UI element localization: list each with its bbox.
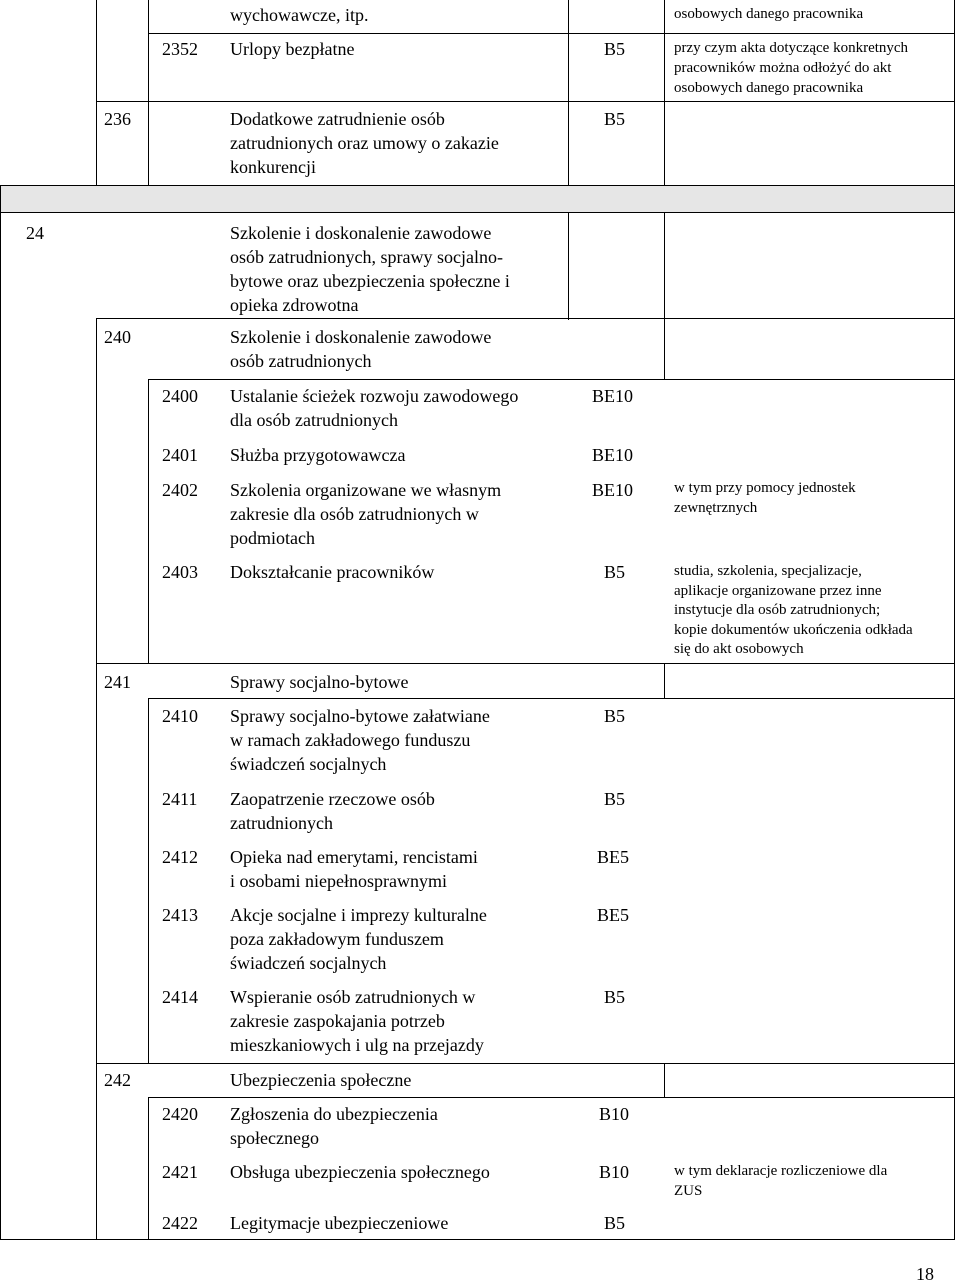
row-code: 2412 bbox=[162, 847, 198, 867]
row-note-line: instytucje dla osób zatrudnionych; bbox=[674, 602, 881, 618]
row-code: 2410 bbox=[162, 706, 198, 726]
row-code: 2352 bbox=[162, 39, 198, 59]
row-code: 2400 bbox=[162, 386, 198, 406]
row-title-line: osób zatrudnionych, sprawy socjalno- bbox=[230, 247, 503, 267]
grid-line bbox=[954, 0, 955, 186]
row-category: B10 bbox=[599, 1104, 630, 1124]
row-code: 2413 bbox=[162, 905, 198, 925]
row-code: 2420 bbox=[162, 1104, 198, 1124]
row-category: BE10 bbox=[592, 480, 634, 500]
row-note-line: w tym przy pomocy jednostek bbox=[674, 480, 856, 496]
grid-line bbox=[0, 1239, 955, 1240]
row-category: BE5 bbox=[597, 847, 630, 867]
row-title-line: Obsługa ubezpieczenia społecznego bbox=[230, 1162, 490, 1182]
row-code: 236 bbox=[104, 109, 131, 129]
page-number: 18 bbox=[916, 1264, 934, 1284]
row-title-line: Opieka nad emerytami, rencistami bbox=[230, 847, 478, 867]
grid-line bbox=[148, 0, 149, 186]
row-title-line: Sprawy socjalno-bytowe bbox=[230, 672, 409, 692]
row-title-line: świadczeń socjalnych bbox=[230, 953, 387, 973]
row-category: B5 bbox=[604, 1213, 626, 1233]
row-note-line: studia, szkolenia, specjalizacje, bbox=[674, 563, 862, 579]
row-title-line: dla osób zatrudnionych bbox=[230, 410, 398, 430]
grid-line bbox=[148, 698, 955, 699]
row-title-line: opieka zdrowotna bbox=[230, 295, 359, 315]
row-note-line: kopie dokumentów ukończenia odkłada bbox=[674, 622, 913, 638]
row-title-line: świadczeń socjalnych bbox=[230, 754, 387, 774]
grid-line bbox=[568, 212, 569, 320]
row-note-line: zewnętrznych bbox=[674, 500, 758, 516]
row-title-line: Legitymacje ubezpieczeniowe bbox=[230, 1213, 449, 1233]
row-note-line: w tym deklaracje rozliczeniowe dla bbox=[674, 1163, 888, 1179]
row-title-line: Dokształcanie pracowników bbox=[230, 562, 435, 582]
grid-line bbox=[0, 212, 955, 213]
row-title-line: Ustalanie ścieżek rozwoju zawodowego bbox=[230, 386, 519, 406]
row-title-line: Zaopatrzenie rzeczowe osób bbox=[230, 789, 435, 809]
grid-line bbox=[0, 212, 1, 1240]
row-title-line: Szkolenie i doskonalenie zawodowe bbox=[230, 327, 492, 347]
row-code: 241 bbox=[104, 672, 131, 692]
row-code: 2414 bbox=[162, 987, 198, 1007]
row-code: 2422 bbox=[162, 1213, 198, 1233]
grid-line bbox=[664, 663, 665, 699]
row-title-line: bytowe oraz ubezpieczenia społeczne i bbox=[230, 271, 510, 291]
row-note-line: osobowych danego pracownika bbox=[674, 6, 864, 22]
grid-line bbox=[96, 101, 954, 102]
row-title-line: społecznego bbox=[230, 1128, 319, 1148]
row-title-line: Szkolenia organizowane we własnym bbox=[230, 480, 502, 500]
row-category: BE10 bbox=[592, 445, 634, 465]
grid-line bbox=[664, 318, 665, 380]
row-title-line: osób zatrudnionych bbox=[230, 351, 372, 371]
row-note-line: pracowników można odłożyć do akt bbox=[674, 60, 892, 76]
row-title-line: zakresie dla osób zatrudnionych w bbox=[230, 504, 479, 524]
row-title-line: wychowawcze, itp. bbox=[230, 5, 369, 25]
grid-line bbox=[954, 212, 955, 1240]
row-code: 2402 bbox=[162, 480, 198, 500]
row-title-line: zakresie zaspokajania potrzeb bbox=[230, 1011, 445, 1031]
row-code: 2421 bbox=[162, 1162, 198, 1182]
row-category: B5 bbox=[604, 39, 626, 59]
row-title-line: Sprawy socjalno-bytowe załatwiane bbox=[230, 706, 490, 726]
grid-line bbox=[568, 0, 569, 186]
grid-line bbox=[96, 0, 97, 186]
row-note-line: aplikacje organizowane przez inne bbox=[674, 583, 882, 599]
row-code: 24 bbox=[26, 223, 44, 243]
grid-line bbox=[664, 212, 665, 320]
row-code: 2403 bbox=[162, 562, 198, 582]
row-category: B5 bbox=[604, 706, 626, 726]
row-title-line: zatrudnionych oraz umowy o zakazie bbox=[230, 133, 499, 153]
row-category: BE5 bbox=[597, 905, 630, 925]
row-title-line: zatrudnionych bbox=[230, 813, 333, 833]
row-category: B5 bbox=[604, 987, 626, 1007]
row-title-line: konkurencji bbox=[230, 157, 316, 177]
row-title-line: Urlopy bezpłatne bbox=[230, 39, 355, 59]
row-title-line: Szkolenie i doskonalenie zawodowe bbox=[230, 223, 492, 243]
grid-line bbox=[664, 1063, 665, 1098]
row-note-line: ZUS bbox=[674, 1183, 703, 1199]
grid-line bbox=[148, 33, 954, 34]
row-category: B5 bbox=[604, 789, 626, 809]
grid-line bbox=[0, 186, 1, 213]
row-category: BE10 bbox=[592, 386, 634, 406]
grid-line bbox=[96, 318, 97, 1240]
grid-line bbox=[954, 186, 955, 213]
row-title-line: i osobami niepełnosprawnymi bbox=[230, 871, 447, 891]
row-note-line: osobowych danego pracownika bbox=[674, 80, 864, 96]
row-category: B10 bbox=[599, 1162, 630, 1182]
row-title-line: Akcje socjalne i imprezy kulturalne bbox=[230, 905, 487, 925]
grid-line bbox=[96, 663, 955, 664]
row-title-line: Wspieranie osób zatrudnionych w bbox=[230, 987, 476, 1007]
row-title-line: poza zakładowym funduszem bbox=[230, 929, 444, 949]
row-title-line: Ubezpieczenia społeczne bbox=[230, 1070, 412, 1090]
row-code: 242 bbox=[104, 1070, 131, 1090]
row-code: 2401 bbox=[162, 445, 198, 465]
row-code: 240 bbox=[104, 327, 131, 347]
row-title-line: w ramach zakładowego funduszu bbox=[230, 730, 471, 750]
row-title-line: Służba przygotowawcza bbox=[230, 445, 406, 465]
row-category: B5 bbox=[604, 562, 626, 582]
grid-line bbox=[96, 318, 955, 319]
row-title-line: Zgłoszenia do ubezpieczenia bbox=[230, 1104, 438, 1124]
grid-line bbox=[148, 698, 149, 1064]
grid-line bbox=[148, 379, 149, 664]
grid-line bbox=[664, 0, 665, 186]
row-note-line: przy czym akta dotyczące konkretnych bbox=[674, 40, 909, 56]
grid-line bbox=[148, 1097, 955, 1098]
row-title-line: podmiotach bbox=[230, 528, 315, 548]
row-title-line: Dodatkowe zatrudnienie osób bbox=[230, 109, 445, 129]
grid-line bbox=[148, 1097, 149, 1240]
row-category: B5 bbox=[604, 109, 626, 129]
grid-line bbox=[96, 1063, 955, 1064]
grid-line bbox=[148, 379, 955, 380]
row-note-line: się do akt osobowych bbox=[674, 641, 804, 657]
row-title-line: mieszkaniowych i ulg na przejazdy bbox=[230, 1035, 484, 1055]
row-code: 2411 bbox=[162, 789, 198, 809]
separator-band bbox=[0, 186, 955, 213]
